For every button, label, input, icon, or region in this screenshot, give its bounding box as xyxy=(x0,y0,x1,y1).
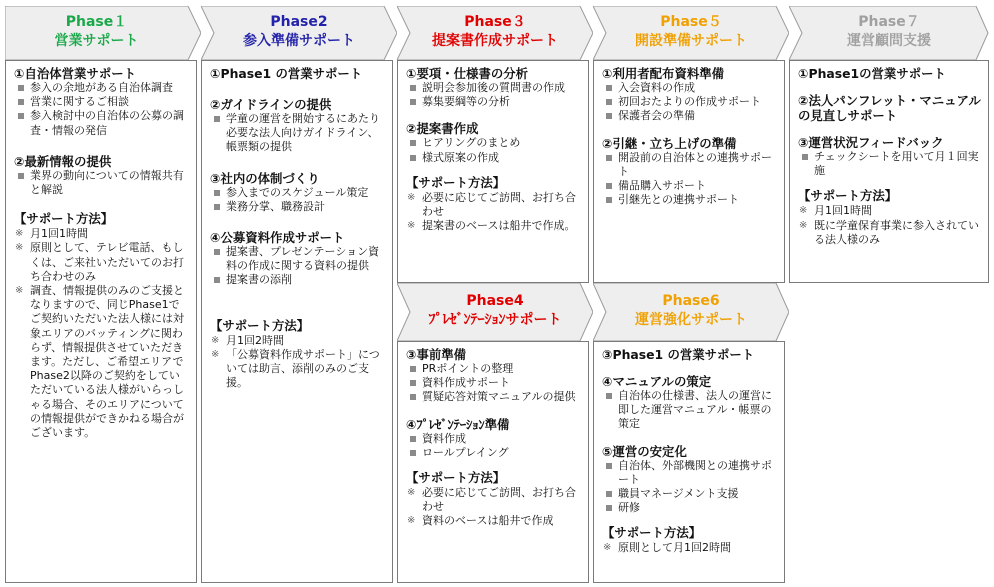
note-item: ※ 調査、情報提供のみのご支援となりますので、同じPhase1でご契約いただいた法人様には対象エリアのバッティングに関わらず、情報提供させていただきます。ただし、ご希望エリアでPhase2以降のご契約をしていただいている法人様がいらっしゃる場合、そのエリアについての情報提供ができかねる場合がございます。 xyxy=(14,284,190,440)
list-item: 資料作成 xyxy=(406,432,582,446)
phase3-section2-heading: ②提案書作成 xyxy=(406,121,479,137)
list-item: 様式原案の作成 xyxy=(406,151,582,165)
phase2-panel xyxy=(201,60,393,583)
phase3-section2-list xyxy=(406,136,582,164)
list-item: 参入までのスケジュール策定 xyxy=(210,186,386,200)
list-item: 引継先との連携サポート xyxy=(602,193,778,207)
phase2-section4-list xyxy=(210,245,386,288)
list-item: 備品購入サポート xyxy=(602,179,778,193)
list-item: 質疑応答対策マニュアルの提供 xyxy=(406,390,582,404)
phase3-notes xyxy=(406,191,582,234)
phase4-title: Phase4 xyxy=(466,293,524,309)
phase2-notes xyxy=(210,334,386,391)
note-item: ※ 原則として月1回2時間 xyxy=(602,541,778,555)
phase6-subtitle: 運営強化サポート xyxy=(635,312,747,328)
phase7-subtitle: 運営顧問支援 xyxy=(847,33,931,49)
phase4-support-method-heading: 【サポート方法】 xyxy=(406,470,506,486)
note-item: ※ 既に学童保育事業に参入されている法人様のみ xyxy=(798,219,982,247)
phase2-section4-heading: ④公募資料作成サポート xyxy=(210,230,345,246)
list-item: 業務分掌、職務設計 xyxy=(210,200,386,214)
phase1-panel xyxy=(5,60,197,583)
phase6-section3-heading: ⑤運営の安定化 xyxy=(602,443,687,459)
phase5-chevron xyxy=(593,6,789,60)
phase2-section2-heading: ②ガイドラインの提供 xyxy=(210,97,332,112)
list-item: 職員マネージメント支援 xyxy=(602,487,778,501)
list-item: 説明会参加後の質問書の作成 xyxy=(406,81,582,95)
phase1-title: Phase１ xyxy=(65,14,128,30)
phase4-section1-list xyxy=(406,362,582,405)
list-item: 研修 xyxy=(602,501,778,515)
phase1-subtitle: 営業サポート xyxy=(54,33,139,49)
list-item: 提案書の添削 xyxy=(210,273,386,287)
phase6-support-method-heading: 【サポート方法】 xyxy=(602,525,702,541)
phase6-section2-heading: ④マニュアルの策定 xyxy=(602,374,712,389)
phase7-panel xyxy=(789,60,989,283)
phase6-section3-list xyxy=(602,459,778,516)
list-item: 初回おたよりの作成サポート xyxy=(602,95,778,109)
phase1-notes xyxy=(14,227,190,440)
phase7-support-method-heading: 【サポート方法】 xyxy=(798,188,898,204)
phase2-title: Phase2 xyxy=(270,14,328,30)
phase4-notes xyxy=(406,486,582,529)
phase5-section2-list xyxy=(602,151,778,208)
phase5-panel xyxy=(593,60,785,283)
phase7-section3-list xyxy=(798,150,982,178)
list-item: 自治体の仕様書、法人の運営に即した運営マニュアル・帳票の策定 xyxy=(602,389,778,432)
phase2-section1-heading: ①Phase1 の営業サポート xyxy=(210,66,363,81)
phase4-chevron xyxy=(397,283,593,341)
phase5-title: Phase５ xyxy=(660,14,722,30)
phase1-support-method-heading: 【サポート方法】 xyxy=(14,211,114,227)
list-item: 営業に関するご相談 xyxy=(14,95,190,109)
phase4-subtitle: ﾌﾟﾚｾﾞﾝﾃｰｼｮﾝサポート xyxy=(428,312,562,328)
note-item: ※ 月1回1時間 xyxy=(14,227,190,241)
phase2-section2-list xyxy=(210,112,386,155)
phase6-section1-heading: ③Phase1 の営業サポート xyxy=(602,347,755,362)
phase1-chevron xyxy=(5,6,201,60)
phase1-section2-list xyxy=(14,169,190,197)
phase7-section2-heading: ②法人パンフレット・マニュアルの見直しサポート xyxy=(798,93,981,123)
phase6-title: Phase6 xyxy=(662,293,720,309)
list-item: 自治体、外部機関との連携サポート xyxy=(602,459,778,487)
phase6-panel xyxy=(593,341,785,583)
note-item: ※ 必要に応じてご訪問、お打ち合わせ xyxy=(406,191,582,219)
list-item: 参入の余地がある自治体調査 xyxy=(14,81,190,95)
phase7-section1-heading: ①Phase1の営業サポート xyxy=(798,66,946,81)
phase3-section1-list xyxy=(406,81,582,109)
phase2-chevron xyxy=(201,6,397,60)
phase6-chevron xyxy=(593,283,789,341)
phase4-panel xyxy=(397,341,589,583)
phase6-section2-list xyxy=(602,389,778,432)
phase2-section3-heading: ③社内の体制づくり xyxy=(210,170,320,186)
phase3-subtitle: 提案書作成サポート xyxy=(432,33,558,49)
list-item: ロールプレイング xyxy=(406,446,582,460)
list-item: PRポイントの整理 xyxy=(406,362,582,376)
phase1-section2-heading: ②最新情報の提供 xyxy=(14,153,112,169)
note-item: ※ 資料のベースは船井で作成 xyxy=(406,514,582,528)
phase2-support-method-heading: 【サポート方法】 xyxy=(210,317,310,333)
phase5-subtitle: 開設準備サポート xyxy=(635,33,747,49)
phase2-subtitle: 参入準備サポート xyxy=(243,33,355,49)
phase5-section1-list xyxy=(602,81,778,124)
note-item: ※ 必要に応じてご訪問、お打ち合わせ xyxy=(406,486,582,514)
note-item: ※ 「公募資料作成サポート」については助言、添削のみのご支援。 xyxy=(210,348,386,391)
phase7-title: Phase７ xyxy=(858,14,920,30)
phase7-chevron xyxy=(789,6,989,60)
phase3-support-method-heading: 【サポート方法】 xyxy=(406,174,506,190)
note-item: ※ 月1回1時間 xyxy=(798,204,982,218)
list-item: 開設前の自治体との連携サポート xyxy=(602,151,778,179)
list-item: 資料作成サポート xyxy=(406,376,582,390)
note-item: ※ 原則として、テレビ電話、もしくは、ご来社いただいてのお打ち合わせのみ xyxy=(14,241,190,284)
phase6-notes xyxy=(602,541,778,555)
phase2-section3-list xyxy=(210,186,386,214)
list-item: 参入検討中の自治体の公募の調査・情報の発信 xyxy=(14,109,190,137)
list-item: 業界の動向についての情報共有と解説 xyxy=(14,169,190,197)
phase5-section1-heading: ①利用者配布資料準備 xyxy=(602,66,725,81)
phase4-section2-heading: ④ﾌﾟﾚｾﾞﾝﾃｰｼｮﾝ準備 xyxy=(406,416,510,432)
list-item: チェックシートを用いて月１回実施 xyxy=(798,150,982,178)
list-item: 保護者会の準備 xyxy=(602,109,778,123)
note-item: ※ 月1回2時間 xyxy=(210,334,386,348)
phase3-panel xyxy=(397,60,589,283)
phase1-section1-list xyxy=(14,81,190,138)
phase3-chevron xyxy=(397,6,593,60)
phase4-section2-list xyxy=(406,432,582,460)
phase1-section1-heading: ①自治体営業サポート xyxy=(14,66,137,81)
phase4-section1-heading: ③事前準備 xyxy=(406,347,467,362)
phase7-notes xyxy=(798,204,982,247)
phase5-section2-heading: ②引継・立ち上げの準備 xyxy=(602,135,737,151)
phase7-section3-heading: ③運営状況フィードバック xyxy=(798,135,944,150)
note-item: ※ 提案書のベースは船井で作成。 xyxy=(406,219,582,233)
list-item: ヒアリングのまとめ xyxy=(406,136,582,150)
list-item: 提案書、プレゼンテーション資料の作成に関する資料の提供 xyxy=(210,245,386,273)
phase3-title: Phase３ xyxy=(464,14,526,30)
list-item: 入会資料の作成 xyxy=(602,81,778,95)
list-item: 学童の運営を開始するにあたり必要な法人向けガイドライン、帳票類の提供 xyxy=(210,112,386,155)
phase3-section1-heading: ①要項・仕様書の分析 xyxy=(406,66,529,81)
list-item: 募集要綱等の分析 xyxy=(406,95,582,109)
